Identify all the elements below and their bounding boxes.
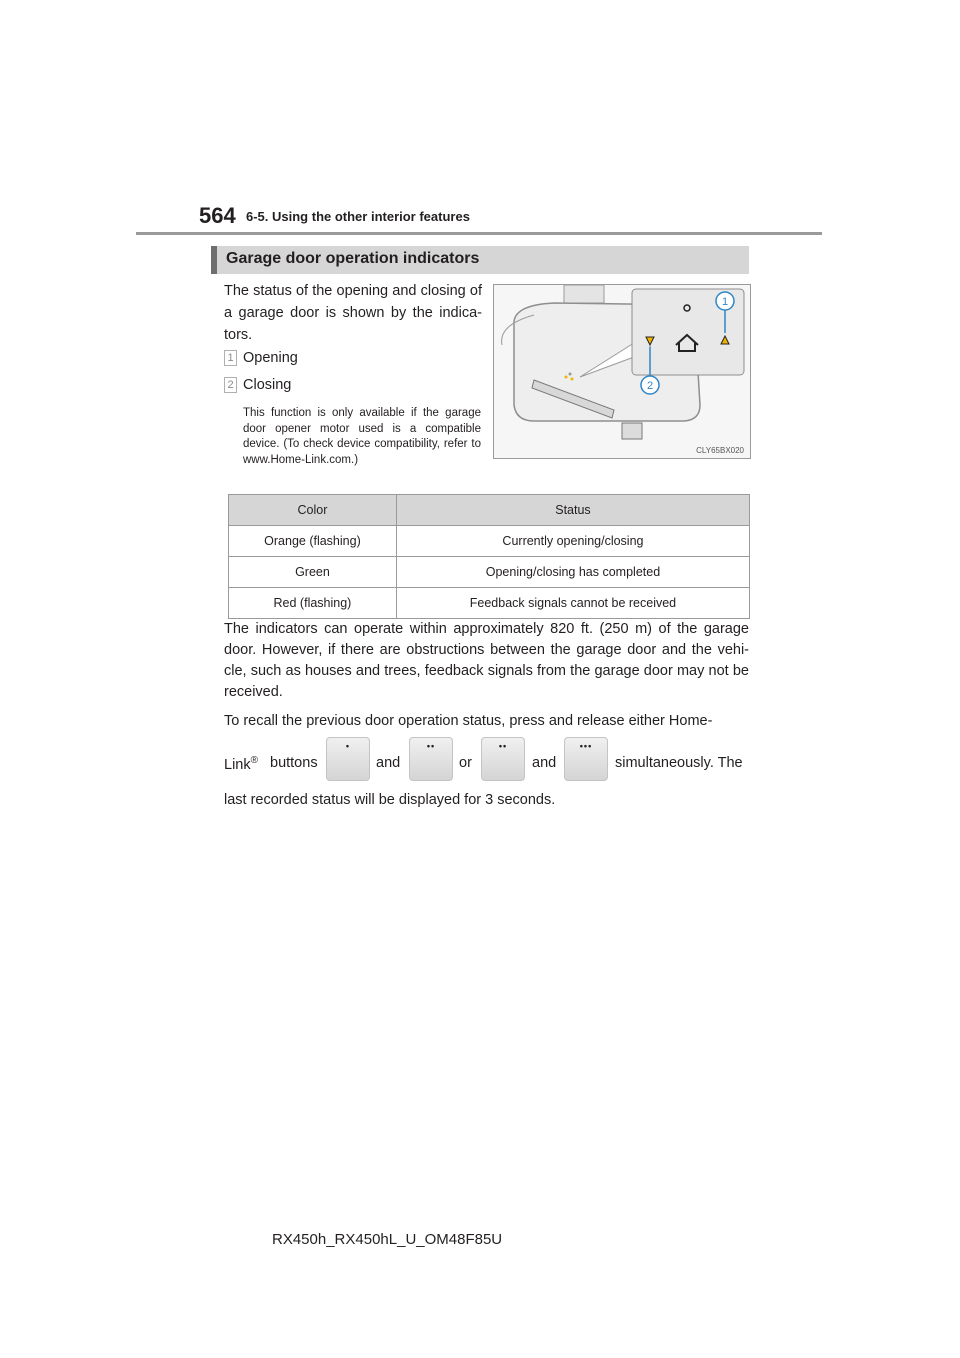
- figure-callout-2: 2: [646, 380, 654, 392]
- table-row: [229, 557, 750, 588]
- table-cell-status: Currently opening/closing: [396, 526, 749, 557]
- callout-label: Closing: [243, 377, 292, 393]
- callout-number: 2: [224, 377, 237, 393]
- table-header-color: Color: [229, 495, 397, 526]
- figure-callout-1: 1: [721, 296, 729, 308]
- or-word: or: [459, 755, 472, 771]
- homelink-button-2-icon: ••: [409, 737, 453, 781]
- link-text: Link®: [224, 755, 258, 773]
- homelink-button-1-icon: •: [326, 737, 370, 781]
- table-cell-status: Feedback signals cannot be received: [396, 588, 749, 619]
- range-paragraph: The indicators can operate within approximately 820 ft. (250 m) of the garage door. However, if there are obstructions between the garage door and the vehi-cle, such as houses and trees, feedback signals from the garage door may not be received.: [224, 621, 749, 700]
- homelink-button-3-icon: •••: [564, 737, 608, 781]
- and-word: and: [532, 755, 557, 771]
- header-rule: [136, 232, 822, 235]
- status-table: [228, 494, 750, 619]
- callout-item-opening: [224, 350, 298, 366]
- recall-paragraph-line1: To recall the previous door operation status, press and release either Home-: [224, 713, 713, 729]
- recall-paragraph-buttons-line: [224, 737, 750, 783]
- section-title: 6-5. Using the other interior features: [246, 209, 470, 224]
- table-cell-color: Green: [229, 557, 397, 588]
- callout-number: 1: [224, 350, 237, 366]
- homelink-button-2-icon: ••: [481, 737, 525, 781]
- heading-text: Garage door operation indicators: [226, 250, 480, 267]
- table-header-row: [229, 495, 750, 526]
- intro-text: The status of the opening and closing of a garage door is shown by the indica-tors.: [224, 283, 482, 343]
- table-row: [229, 588, 750, 619]
- callout-label: Opening: [243, 350, 298, 366]
- page-number: 564: [199, 203, 236, 228]
- callout-item-closing: [224, 377, 291, 393]
- table-cell-color: Red (flashing): [229, 588, 397, 619]
- buttons-word: buttons: [270, 755, 318, 771]
- mirror-illustration: [493, 284, 751, 459]
- mirror-drawing: [494, 285, 750, 458]
- recall-paragraph-last: last recorded status will be displayed for 3 seconds.: [224, 792, 556, 808]
- table-header-status: Status: [396, 495, 749, 526]
- footer-code: RX450h_RX450hL_U_OM48F85U: [272, 1231, 503, 1248]
- table-row: [229, 526, 750, 557]
- figure-code: CLY65BX020: [696, 446, 744, 455]
- table-cell-color: Orange (flashing): [229, 526, 397, 557]
- simultaneously-text: simultaneously. The: [615, 755, 743, 771]
- table-cell-status: Opening/closing has completed: [396, 557, 749, 588]
- and-word: and: [376, 755, 401, 771]
- compatibility-note: This function is only available if the garage door opener motor used is a compatible device. (To check device compatibility, refer to www.Home-Link.com.): [243, 407, 481, 466]
- heading-bar: [211, 246, 749, 274]
